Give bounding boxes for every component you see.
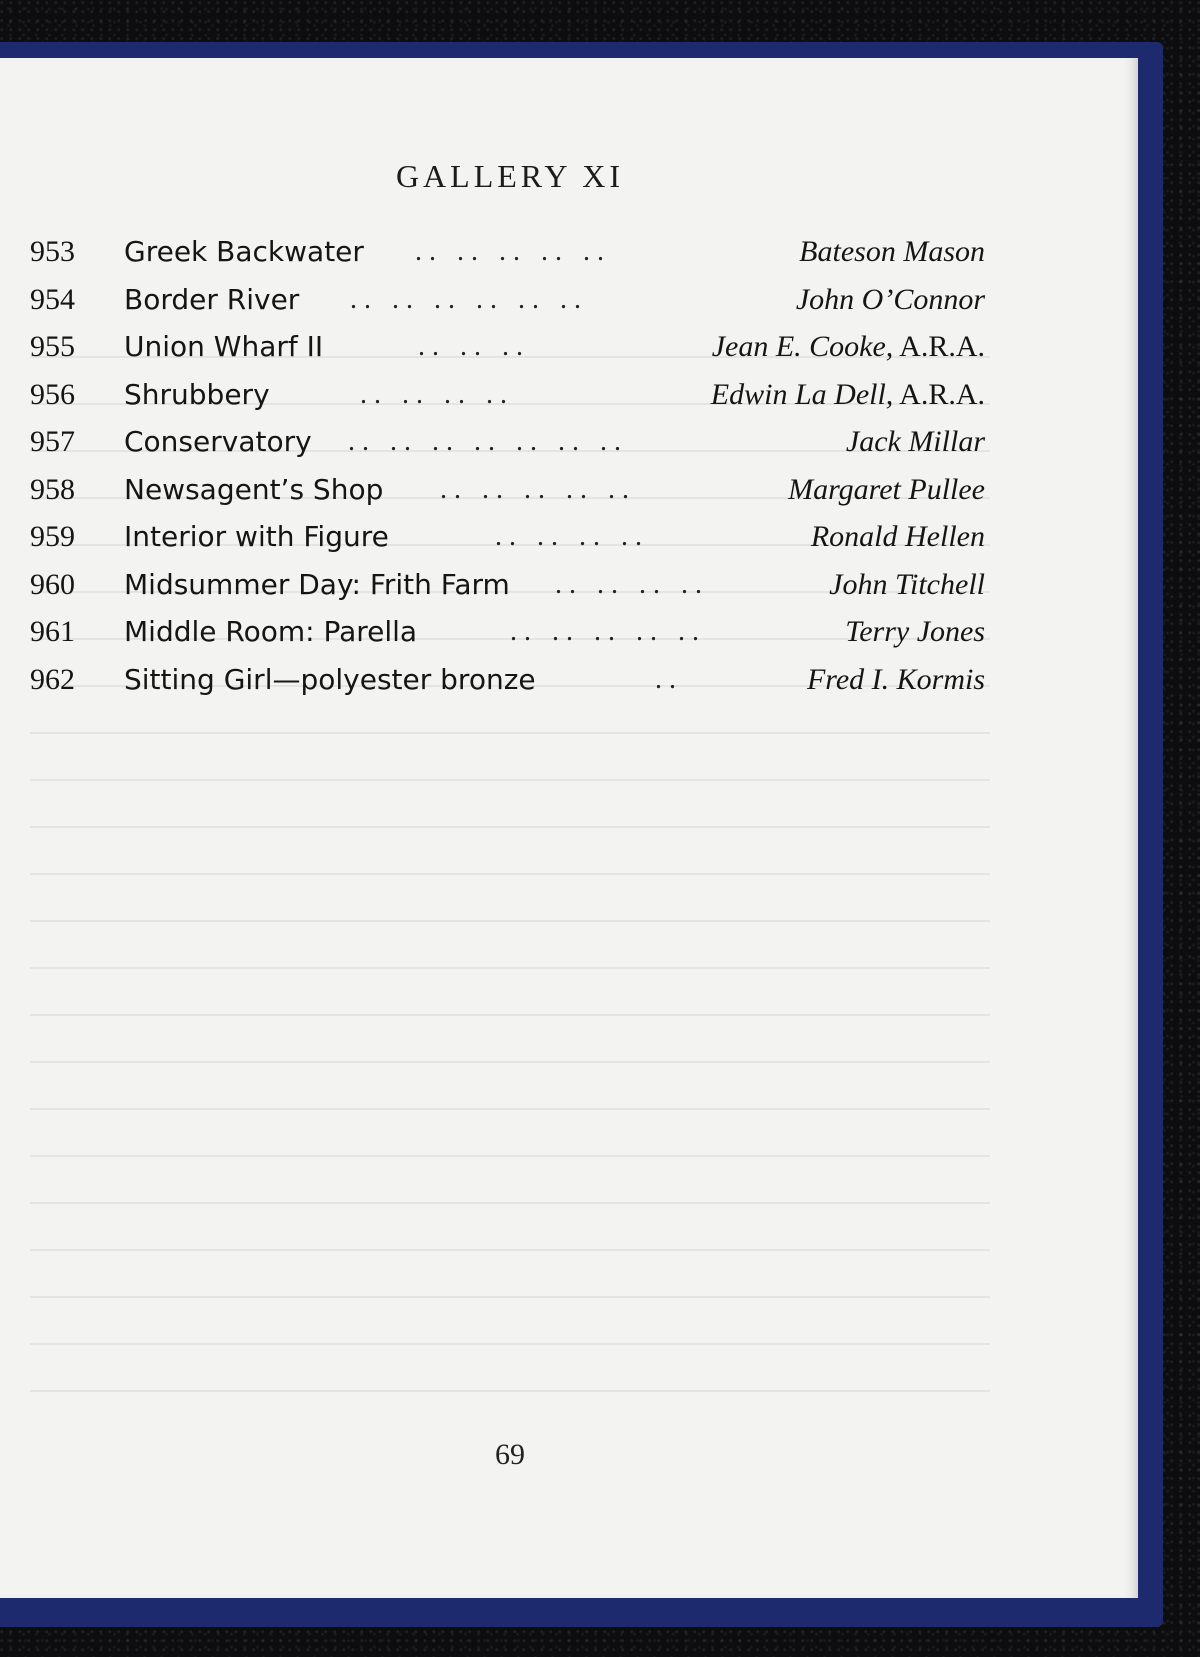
leader-dots: . . . . . . . . . .: [510, 616, 699, 647]
leader-dots: . . . . . . . . . . . . . .: [348, 426, 621, 457]
entry-title: Greek Backwater: [124, 235, 364, 268]
leader-dots: . . . . . . . . . . . .: [350, 283, 581, 315]
entry-artist: [807, 656, 985, 704]
catalogue-entry: [30, 656, 985, 704]
artist-name: Ronald Hellen: [810, 520, 985, 553]
entry-number: 962: [30, 662, 75, 696]
leader-dots: . . . . . . . .: [495, 521, 642, 552]
entry-number: 956: [30, 377, 75, 411]
entry-artist: [829, 561, 985, 609]
entry-title: Union Wharf II: [124, 330, 324, 363]
entry-title: Interior with Figure: [124, 520, 389, 553]
entry-number: 954: [30, 282, 75, 316]
entry-title: Sitting Girl—polyester bronze: [124, 662, 536, 696]
entry-number: 959: [30, 520, 75, 553]
leader-dots: . . . . . . . .: [555, 568, 702, 600]
catalogue-entry: [30, 608, 985, 656]
entry-number: 953: [30, 235, 75, 268]
entry-title: Midsummer Day: Frith Farm: [124, 567, 510, 601]
artist-name: Margaret Pullee: [788, 472, 985, 506]
entry-number: 957: [30, 425, 75, 458]
catalogue-entry: [30, 418, 985, 466]
page-number: 69: [495, 1438, 525, 1471]
entry-title: Shrubbery: [124, 377, 270, 411]
entry-artist: [712, 323, 985, 371]
leader-dots: . . . . . . . . . .: [440, 473, 629, 505]
leader-dots: . . . . . . . . . .: [415, 236, 604, 267]
artist-name: Jack Millar: [845, 425, 985, 458]
artist-name: John O’Connor: [795, 282, 985, 316]
artist-name: Bateson Mason: [799, 235, 985, 268]
catalogue-entries: [30, 228, 985, 703]
artist-name: Jean E. Cooke,: [711, 330, 894, 363]
leader-dots: . . . . . . . .: [360, 378, 507, 410]
catalogue-entry: [30, 561, 985, 609]
entry-number: 961: [30, 615, 75, 648]
entry-number: 960: [30, 567, 75, 601]
entry-artist: [845, 608, 985, 656]
catalogue-entry: [30, 513, 985, 561]
artist-suffix: A.R.A.: [893, 330, 985, 363]
entry-artist: [788, 466, 985, 514]
artist-suffix: A.R.A.: [893, 377, 985, 411]
entry-artist: [811, 513, 985, 561]
entry-artist: [796, 276, 985, 324]
artist-name: John Titchell: [829, 567, 985, 601]
entry-artist: [799, 228, 985, 276]
catalogue-entry: [30, 371, 985, 419]
catalogue-entry: [30, 323, 985, 371]
leader-dots: . . . . . .: [418, 331, 523, 362]
catalogue-entry: [30, 228, 985, 276]
artist-name: Edwin La Dell,: [710, 377, 894, 411]
artist-name: Terry Jones: [845, 615, 985, 648]
artist-name: Fred I. Kormis: [806, 662, 985, 696]
catalogue-entry: [30, 466, 985, 514]
entry-number: 955: [30, 330, 75, 363]
leader-dots: . .: [655, 663, 676, 695]
entry-number: 958: [30, 472, 75, 506]
entry-title: Conservatory: [124, 425, 312, 458]
entry-title: Middle Room: Parella: [124, 615, 418, 648]
entry-title: Newsagent’s Shop: [124, 472, 384, 506]
gallery-heading: GALLERY XI: [395, 158, 625, 194]
catalogue-entry: [30, 276, 985, 324]
entry-title: Border River: [124, 282, 300, 316]
entry-artist: [846, 418, 985, 466]
entry-artist: [711, 371, 985, 419]
catalogue-page: [0, 58, 1138, 1598]
